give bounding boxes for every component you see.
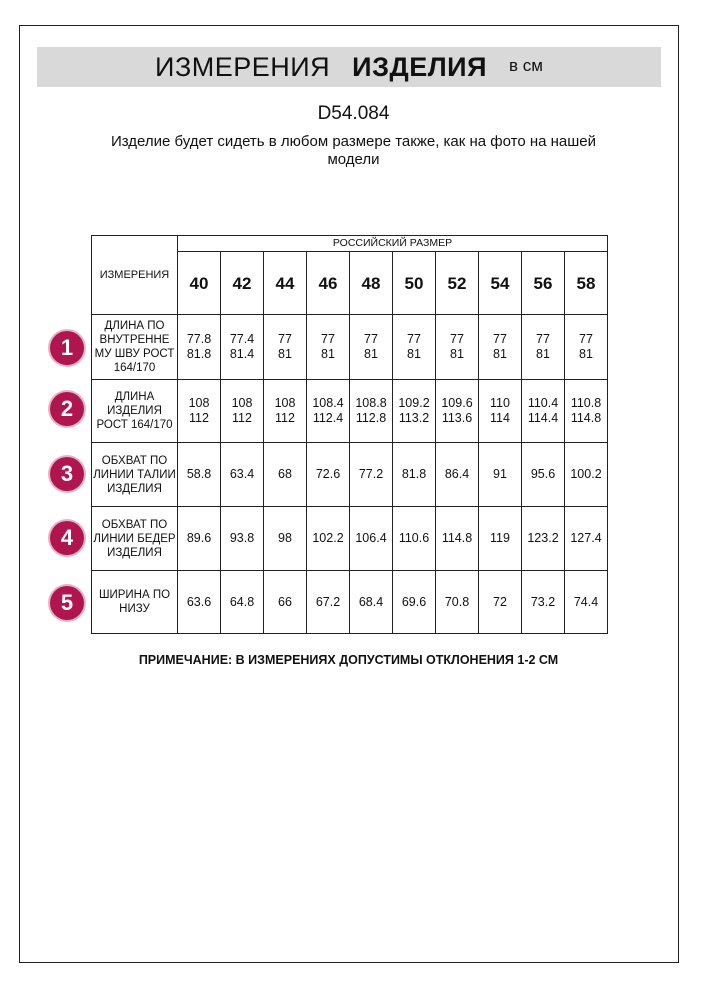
value-cell: 77 81 bbox=[479, 315, 522, 380]
value-cell: 63.6 bbox=[178, 571, 221, 634]
value-cell: 72.6 bbox=[307, 443, 350, 507]
size-58: 58 bbox=[565, 252, 608, 315]
value-cell: 67.2 bbox=[307, 571, 350, 634]
value-cell: 77 81 bbox=[393, 315, 436, 380]
value-cell: 73.2 bbox=[522, 571, 565, 634]
value-cell: 58.8 bbox=[178, 443, 221, 507]
fit-description: Изделие будет сидеть в любом размере также, как на фото на нашей модели bbox=[110, 133, 597, 168]
value-cell: 66 bbox=[264, 571, 307, 634]
value-cell: 110 114 bbox=[479, 380, 522, 443]
measurement-label: ОБХВАТ ПО ЛИНИИ ТАЛИИ ИЗДЕЛИЯ bbox=[92, 443, 178, 507]
russian-size-header: РОССИЙСКИЙ РАЗМЕР bbox=[178, 236, 608, 252]
value-cell: 108.8 112.8 bbox=[350, 380, 393, 443]
measurement-label: ШИРИНА ПО НИЗУ bbox=[92, 571, 178, 634]
value-cell: 77 81 bbox=[264, 315, 307, 380]
value-cell: 86.4 bbox=[436, 443, 479, 507]
size-48: 48 bbox=[350, 252, 393, 315]
title-part-product: ИЗДЕЛИЯ bbox=[352, 51, 487, 82]
row-number-badge: 2 bbox=[50, 392, 84, 426]
row-number-badge: 5 bbox=[50, 586, 84, 620]
value-cell: 108 112 bbox=[264, 380, 307, 443]
table-row bbox=[92, 571, 608, 634]
value-cell: 123.2 bbox=[522, 507, 565, 571]
value-cell: 77 81 bbox=[307, 315, 350, 380]
size-52: 52 bbox=[436, 252, 479, 315]
value-cell: 127.4 bbox=[565, 507, 608, 571]
value-cell: 108 112 bbox=[221, 380, 264, 443]
size-40: 40 bbox=[178, 252, 221, 315]
measurement-label: ДЛИНА ПО ВНУТРЕННЕ МУ ШВУ РОСТ 164/170 bbox=[92, 315, 178, 380]
value-cell: 95.6 bbox=[522, 443, 565, 507]
size-44: 44 bbox=[264, 252, 307, 315]
value-cell: 77 81 bbox=[565, 315, 608, 380]
title-banner bbox=[37, 47, 661, 87]
value-cell: 91 bbox=[479, 443, 522, 507]
table-row bbox=[92, 315, 608, 380]
value-cell: 110.4 114.4 bbox=[522, 380, 565, 443]
title-part-units: в см bbox=[509, 56, 543, 75]
value-cell: 74.4 bbox=[565, 571, 608, 634]
size-42: 42 bbox=[221, 252, 264, 315]
value-cell: 70.8 bbox=[436, 571, 479, 634]
value-cell: 109.2 113.2 bbox=[393, 380, 436, 443]
value-cell: 106.4 bbox=[350, 507, 393, 571]
value-cell: 108.4 112.4 bbox=[307, 380, 350, 443]
value-cell: 98 bbox=[264, 507, 307, 571]
table-row bbox=[92, 507, 608, 571]
measurement-label: ДЛИНА ИЗДЕЛИЯ РОСТ 164/170 bbox=[92, 380, 178, 443]
table-row bbox=[92, 380, 608, 443]
value-cell: 93.8 bbox=[221, 507, 264, 571]
value-cell: 77 81 bbox=[436, 315, 479, 380]
value-cell: 77 81 bbox=[522, 315, 565, 380]
size-50: 50 bbox=[393, 252, 436, 315]
measurements-header: ИЗМЕРЕНИЯ bbox=[92, 236, 178, 315]
measurement-label: ОБХВАТ ПО ЛИНИИ БЕДЕР ИЗДЕЛИЯ bbox=[92, 507, 178, 571]
value-cell: 69.6 bbox=[393, 571, 436, 634]
value-cell: 68 bbox=[264, 443, 307, 507]
size-46: 46 bbox=[307, 252, 350, 315]
value-cell: 109.6 113.6 bbox=[436, 380, 479, 443]
value-cell: 110.8 114.8 bbox=[565, 380, 608, 443]
row-number-badge: 1 bbox=[50, 331, 84, 365]
row-number-badge: 3 bbox=[50, 457, 84, 491]
size-table bbox=[91, 235, 608, 634]
value-cell: 68.4 bbox=[350, 571, 393, 634]
value-cell: 102.2 bbox=[307, 507, 350, 571]
value-cell: 77.8 81.8 bbox=[178, 315, 221, 380]
value-cell: 89.6 bbox=[178, 507, 221, 571]
value-cell: 63.4 bbox=[221, 443, 264, 507]
value-cell: 77 81 bbox=[350, 315, 393, 380]
row-number-badge: 4 bbox=[50, 521, 84, 555]
value-cell: 72 bbox=[479, 571, 522, 634]
value-cell: 108 112 bbox=[178, 380, 221, 443]
table-row bbox=[92, 443, 608, 507]
value-cell: 114.8 bbox=[436, 507, 479, 571]
size-56: 56 bbox=[522, 252, 565, 315]
value-cell: 77.2 bbox=[350, 443, 393, 507]
product-code: D54.084 bbox=[317, 103, 390, 124]
value-cell: 100.2 bbox=[565, 443, 608, 507]
value-cell: 81.8 bbox=[393, 443, 436, 507]
value-cell: 119 bbox=[479, 507, 522, 571]
value-cell: 64.8 bbox=[221, 571, 264, 634]
value-cell: 110.6 bbox=[393, 507, 436, 571]
value-cell: 77.4 81.4 bbox=[221, 315, 264, 380]
size-54: 54 bbox=[479, 252, 522, 315]
tolerance-note: ПРИМЕЧАНИЕ: В ИЗМЕРЕНИЯХ ДОПУСТИМЫ ОТКЛОНЕНИЯ 1-2 СМ bbox=[138, 653, 559, 667]
title-part-measurements: ИЗМЕРЕНИЯ bbox=[155, 51, 331, 82]
